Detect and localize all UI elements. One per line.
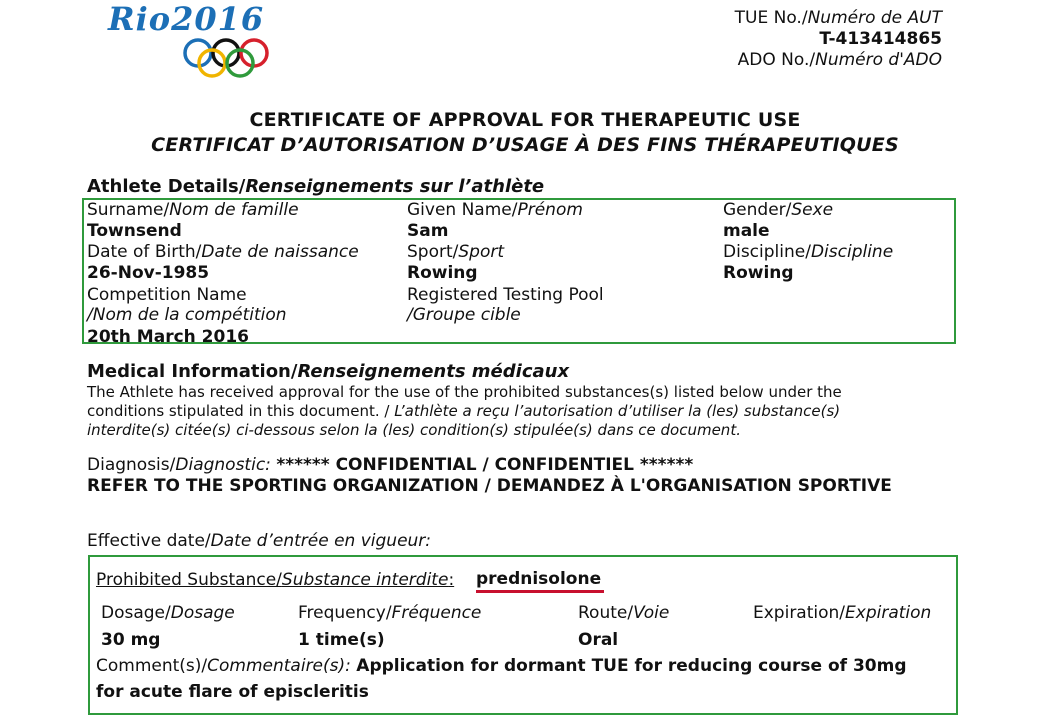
given-name-value: Sam — [407, 221, 449, 241]
sport-label: Sport/Sport — [407, 242, 505, 262]
certificate-title-fr: CERTIFICAT D’AUTORISATION D’USAGE À DES FINS THÉRAPEUTIQUES — [151, 134, 899, 156]
gender-value: male — [723, 221, 770, 241]
dob-label: Date of Birth/Date de naissance — [87, 242, 359, 262]
competition-label-fr: /Nom de la compétition — [87, 305, 287, 325]
testing-pool-label: Registered Testing Pool — [407, 285, 604, 305]
frequency-label: Frequency/Fréquence — [298, 603, 482, 623]
sport-value: Rowing — [407, 263, 478, 283]
prohibited-substance-label: Prohibited Substance/Substance interdite: — [96, 570, 455, 590]
approval-text-line2: conditions stipulated in this document. / L’athlète a reçu l’autorisation d’utiliser la (les) substance(s) — [87, 402, 841, 420]
route-value: Oral — [578, 630, 619, 650]
dob-value: 26-Nov-1985 — [87, 263, 210, 283]
given-name-label: Given Name/Prénom — [407, 200, 583, 220]
route-label: Route/Voie — [578, 603, 670, 623]
substance-highlight-underline — [476, 590, 604, 593]
diagnosis-line: Diagnosis/Diagnostic: ****** CONFIDENTIAL / CONFIDENTIEL ****** — [87, 455, 694, 475]
competition-value: 20th March 2016 — [87, 327, 249, 347]
surname-label: Surname/Nom de famille — [87, 200, 299, 220]
medical-information-heading: Medical Information/Renseignements médicaux — [87, 361, 570, 382]
tue-number-label: TUE No./Numéro de AUT — [734, 8, 942, 28]
effective-date-label: Effective date/Date d’entrée en vigueur: — [87, 531, 432, 551]
refer-notice: REFER TO THE SPORTING ORGANIZATION / DEMANDEZ À L'ORGANISATION SPORTIVE — [87, 476, 892, 496]
dosage-label: Dosage/Dosage — [101, 603, 235, 623]
olympic-rings-icon — [178, 38, 328, 78]
tue-number-value: T-413414865 — [819, 29, 942, 49]
rio2016-logo-wordmark: Rio2016 — [108, 0, 265, 38]
surname-value: Townsend — [87, 221, 182, 241]
athlete-details-heading: Athlete Details/Renseignements sur l’athlète — [87, 176, 545, 197]
discipline-label: Discipline/Discipline — [723, 242, 894, 262]
ado-number-label: ADO No./Numéro d'ADO — [737, 50, 942, 70]
dosage-value: 30 mg — [101, 630, 161, 650]
diagnosis-value: ****** CONFIDENTIAL / CONFIDENTIEL ****** — [276, 455, 694, 475]
frequency-value: 1 time(s) — [298, 630, 385, 650]
gender-label: Gender/Sexe — [723, 200, 834, 220]
discipline-value: Rowing — [723, 263, 794, 283]
comment-value-line2: for acute flare of episcleritis — [96, 682, 369, 702]
comment-line: Comment(s)/Commentaire(s): Application for dormant TUE for reducing course of 30mg — [96, 656, 907, 676]
expiration-label: Expiration/Expiration — [753, 603, 932, 623]
testing-pool-label-fr: /Groupe cible — [407, 305, 521, 325]
prohibited-substance-value: prednisolone — [476, 569, 602, 589]
comment-value: Application for dormant TUE for reducing course of 30mg — [356, 656, 907, 676]
competition-label: Competition Name — [87, 285, 247, 305]
approval-text-line1: The Athlete has received approval for the use of the prohibited substances(s) listed below under the — [87, 383, 842, 401]
approval-text-line3: interdite(s) citée(s) ci-dessous selon la (les) condition(s) stipulée(s) dans ce document. — [87, 421, 741, 439]
certificate-title-en: CERTIFICATE OF APPROVAL FOR THERAPEUTIC USE — [249, 109, 801, 131]
